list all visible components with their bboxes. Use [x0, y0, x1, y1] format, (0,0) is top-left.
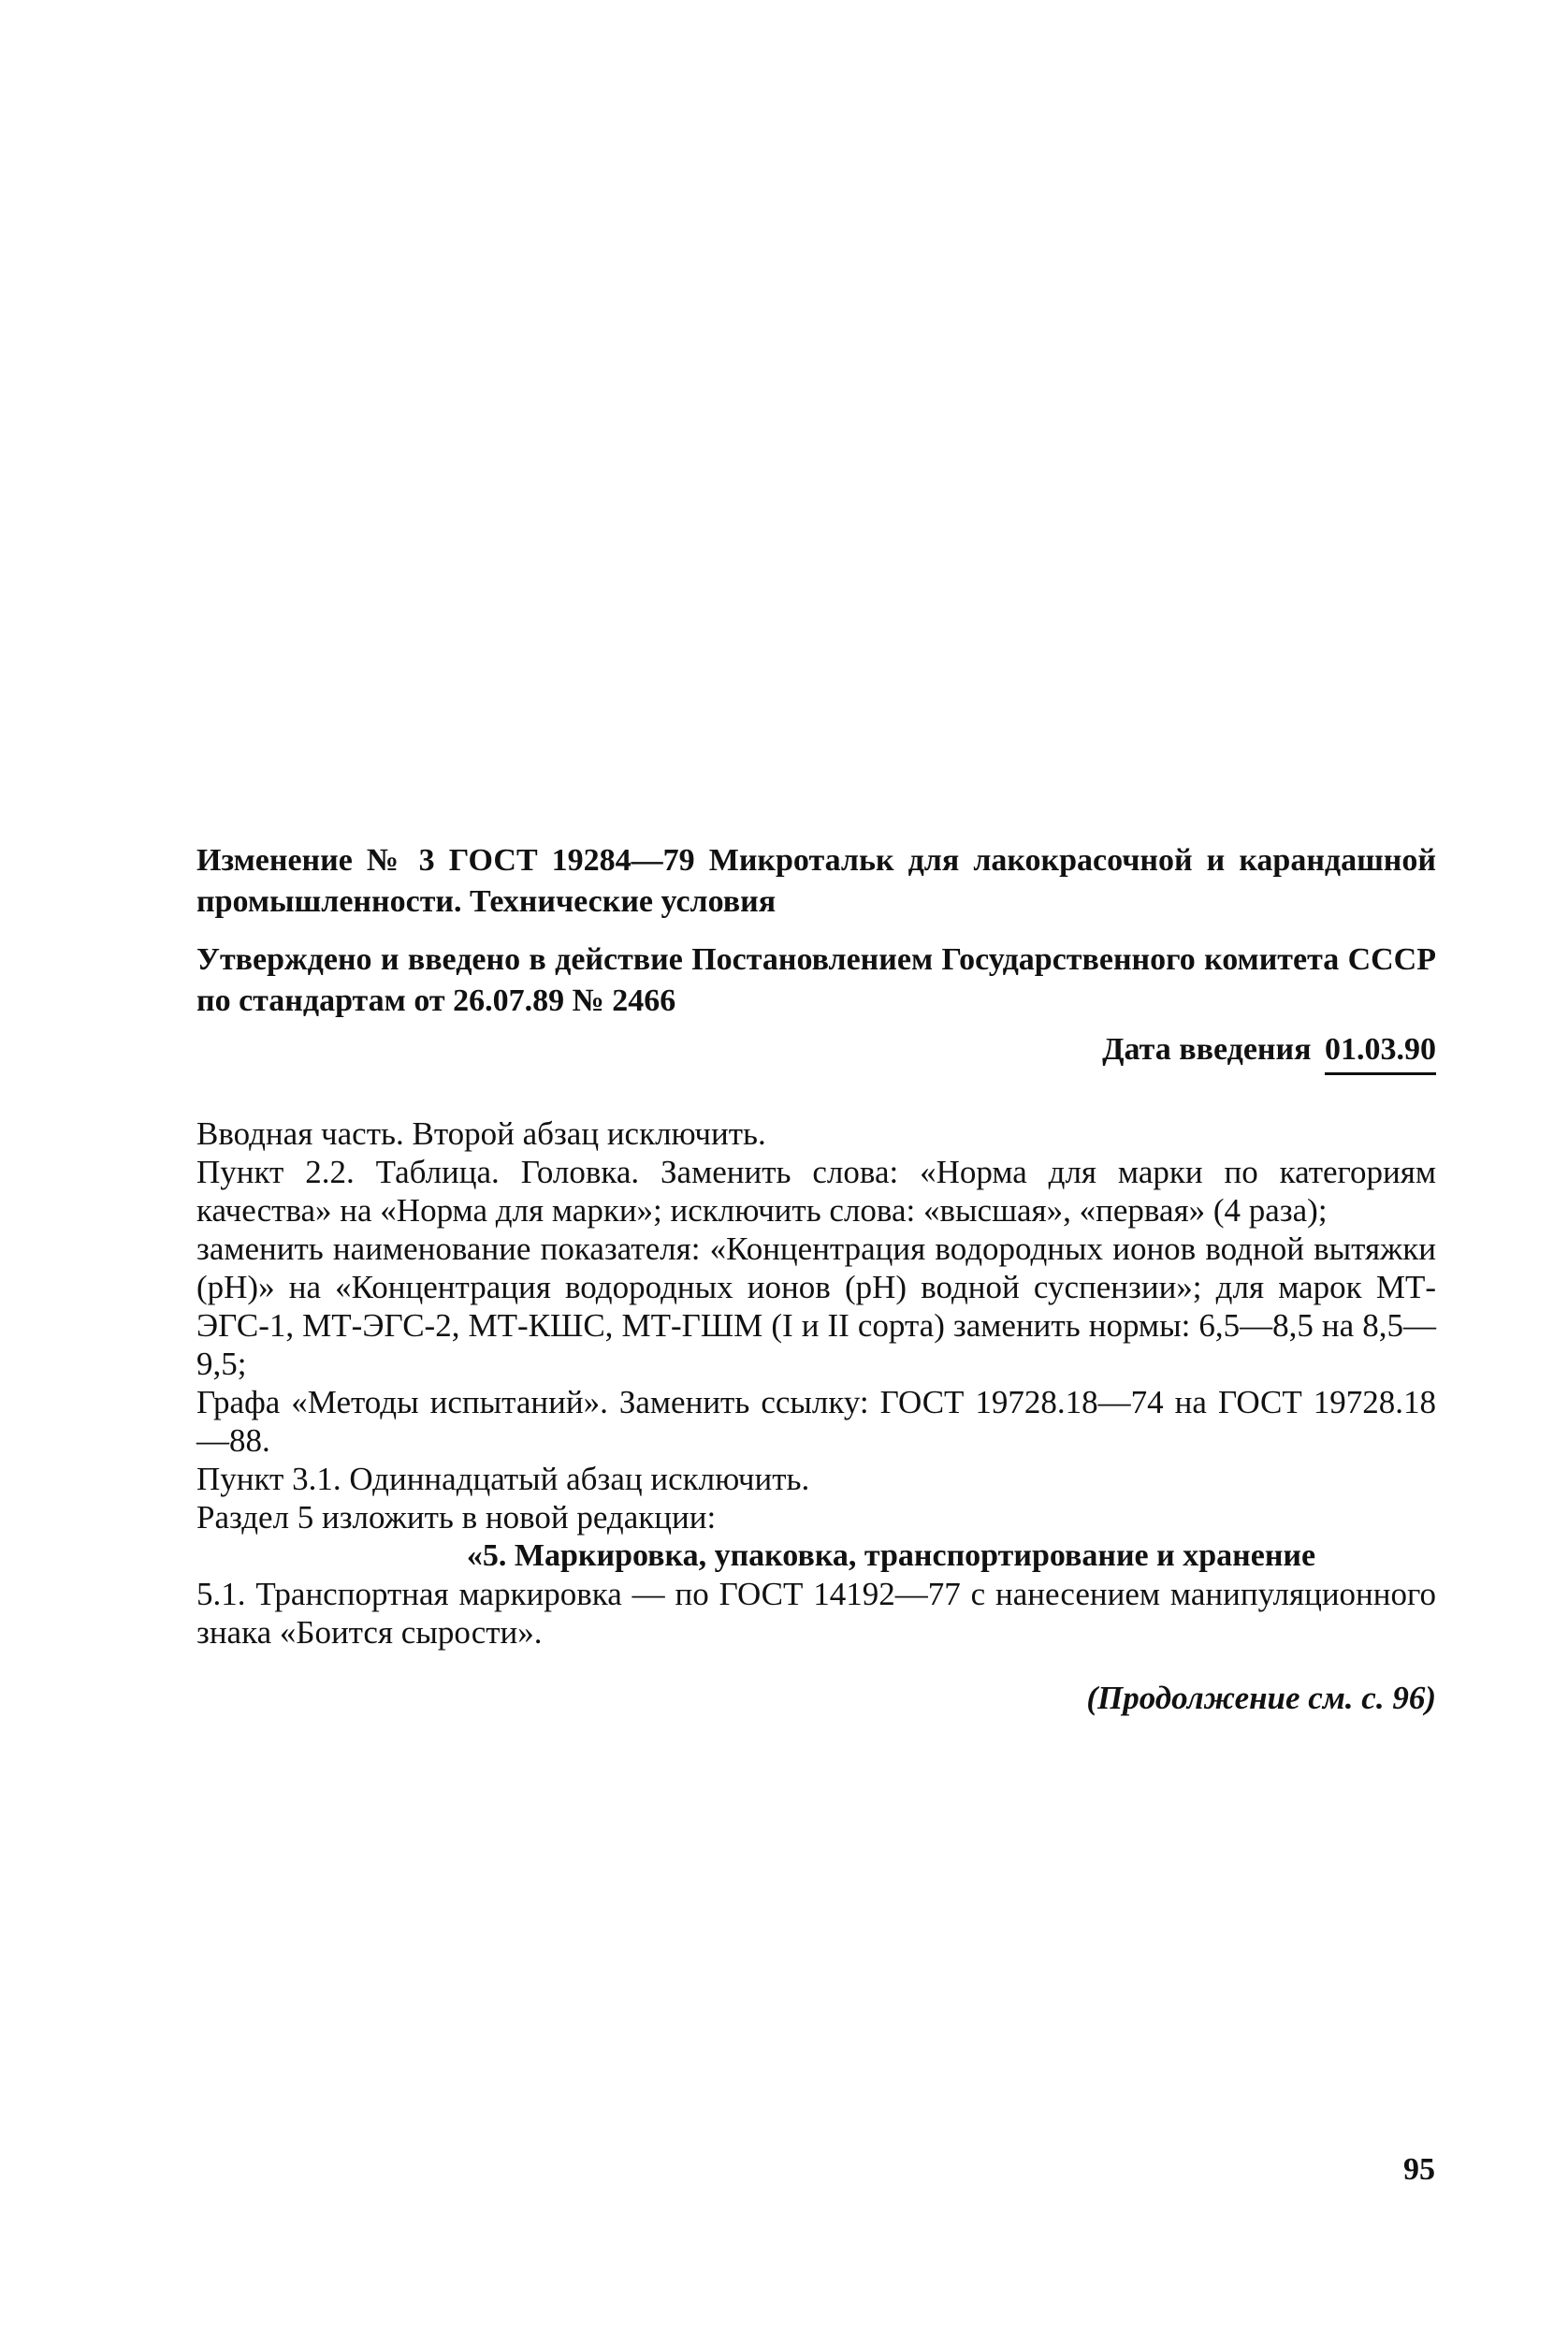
paragraph-test-methods: Графа «Методы испытаний». Заменить ссылку: ГОСТ 19728.18—74 на ГОСТ 19728.18—88.: [196, 1384, 1436, 1459]
effective-date-value: 01.03.90: [1325, 1029, 1436, 1075]
paragraph-item-5-1: 5.1. Транспортная маркировка — по ГОСТ 14192—77 с нанесением манипуляционного знака «Боится сырости».: [196, 1576, 1436, 1651]
page-number: 95: [1403, 2152, 1435, 2187]
continuation-note: (Продолжение см. с. 96): [1086, 1680, 1436, 1716]
paragraph-intro: Вводная часть. Второй абзац исключить.: [196, 1115, 766, 1152]
effective-date-line: [196, 1029, 1436, 1075]
section-5-heading: «5. Маркировка, упаковка, транспортирование и хранение: [466, 1538, 1316, 1573]
effective-date-label: Дата введения: [1102, 1032, 1312, 1067]
amendment-title: Изменение № 3 ГОСТ 19284—79 Микротальк для лакокрасочной и карандашной промышленности. Технические условия: [196, 843, 1436, 919]
paragraph-section-5: Раздел 5 изложить в новой редакции:: [196, 1499, 717, 1536]
approval-statement: Утверждено и введено в действие Постановлением Государственного комитета СССР по стандартам от 26.07.89 № 2466: [196, 942, 1436, 1018]
paragraph-item-3-1: Пункт 3.1. Одиннадцатый абзац исключить.: [196, 1461, 810, 1497]
paragraph-indicator-replace: заменить наименование показателя: «Концентрация водородных ионов водной вытяжки (pH)» на «Концентрация водородных ионов (pH) водной суспензии»; для марок МТ-ЭГС-1, МТ-ЭГС-2, МТ-КШС, МТ-ГШМ (I и II сорта) заменить нормы: 6,5—8,5 на 8,5—9,5;: [196, 1230, 1436, 1382]
amendment-body: [196, 1114, 1436, 1652]
document-content: [196, 840, 1436, 1717]
paragraph-item-2-2: Пункт 2.2. Таблица. Головка. Заменить слова: «Норма для марки по категориям качества» на «Норма для марки»; исключить слова: «высшая», «первая» (4 раза);: [196, 1154, 1436, 1229]
